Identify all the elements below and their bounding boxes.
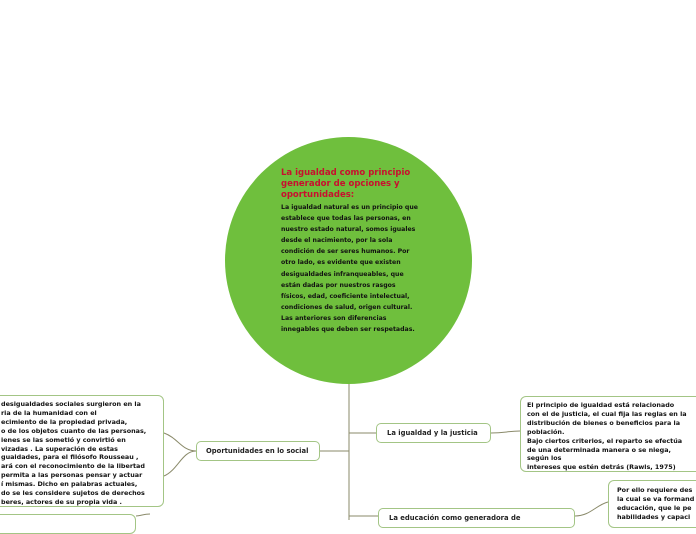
note-line: de una determinada manera o se niega, <box>527 445 671 454</box>
topic-label: La igualdad y la justicia <box>387 429 478 437</box>
connector-right-note <box>491 431 520 433</box>
topic-educacion[interactable] <box>378 508 575 528</box>
connector-left-note-2 <box>164 451 196 476</box>
note-line: con el de justicia, el cual fija las reglas en la <box>527 409 687 418</box>
topic-igualdad-justicia[interactable] <box>376 423 491 443</box>
topic-label: Oportunidades en lo social <box>206 447 309 455</box>
note-line: distribución de bienes o beneficios para la <box>527 418 681 427</box>
note-line: í mismas. Dicho en palabras actuales, <box>1 480 138 489</box>
central-topic-title: La igualdad como principio generador de opciones y oportunidades: <box>281 168 411 200</box>
central-topic-body: La igualdad natural es un principio que establece que todas las personas, en nuestro estado natural, somos iguales desde el nacimiento, por la sola condición de ser seres humanos. Por otro lado, es evidente que existen desigualdades infranqueables, que están dadas por nuestros rasgos físicos, edad, coeficiente intelectual, condiciones de salud, origen cultural. Las anteriores son diferencias innegables que deben ser respetadas. <box>281 204 418 334</box>
note-line: ienes se las sometió y convirtió en <box>1 435 126 444</box>
note-line: ria de la humanidad con el <box>1 408 97 417</box>
connector-left-note <box>164 433 196 451</box>
note-line: población. <box>527 427 565 436</box>
note-line: intereses que estén detrás (Rawls, 1975) <box>527 463 676 472</box>
note-line: permita a las personas pensar y actuar <box>1 471 143 480</box>
note-line: vizadas . La superación de estas <box>1 444 118 453</box>
connector-bottom-right-note <box>575 502 608 516</box>
note-oportunidades[interactable] <box>0 395 164 507</box>
note-line: El principio de igualdad está relacionado <box>527 401 675 409</box>
connector-bottom-left-note <box>136 514 150 516</box>
note-line: Por ello requiere des <box>617 486 693 494</box>
topic-label: La educación como generadora de <box>389 514 521 522</box>
note-educacion[interactable] <box>608 480 696 528</box>
note-line: ará con el reconocimiento de la libertad <box>1 462 145 471</box>
note-line: educación, que le pe <box>617 503 692 512</box>
note-line: ecimiento de la propiedad privada, <box>1 417 128 426</box>
note-line: desigualdades sociales surgieron en la <box>1 400 141 408</box>
note-line: o de los objetos cuanto de las personas, <box>1 426 147 435</box>
note-igualdad-justicia[interactable] <box>520 396 696 472</box>
note-line: beres, actores de su propia vida . <box>1 497 122 506</box>
note-line: la cual se va formand <box>617 494 695 503</box>
note-line: guaidades, para el filósofo Rousseau , <box>1 453 139 462</box>
note-line: según los <box>527 454 562 463</box>
note-line: habilidades y capaci <box>617 512 691 521</box>
note-bottom-left[interactable] <box>0 514 136 534</box>
topic-oportunidades-social[interactable] <box>196 441 320 461</box>
note-line: Bajo ciertos criterios, el reparto se efectúa <box>527 436 683 445</box>
note-line: do se les considere sujetos de derechos <box>1 489 145 498</box>
